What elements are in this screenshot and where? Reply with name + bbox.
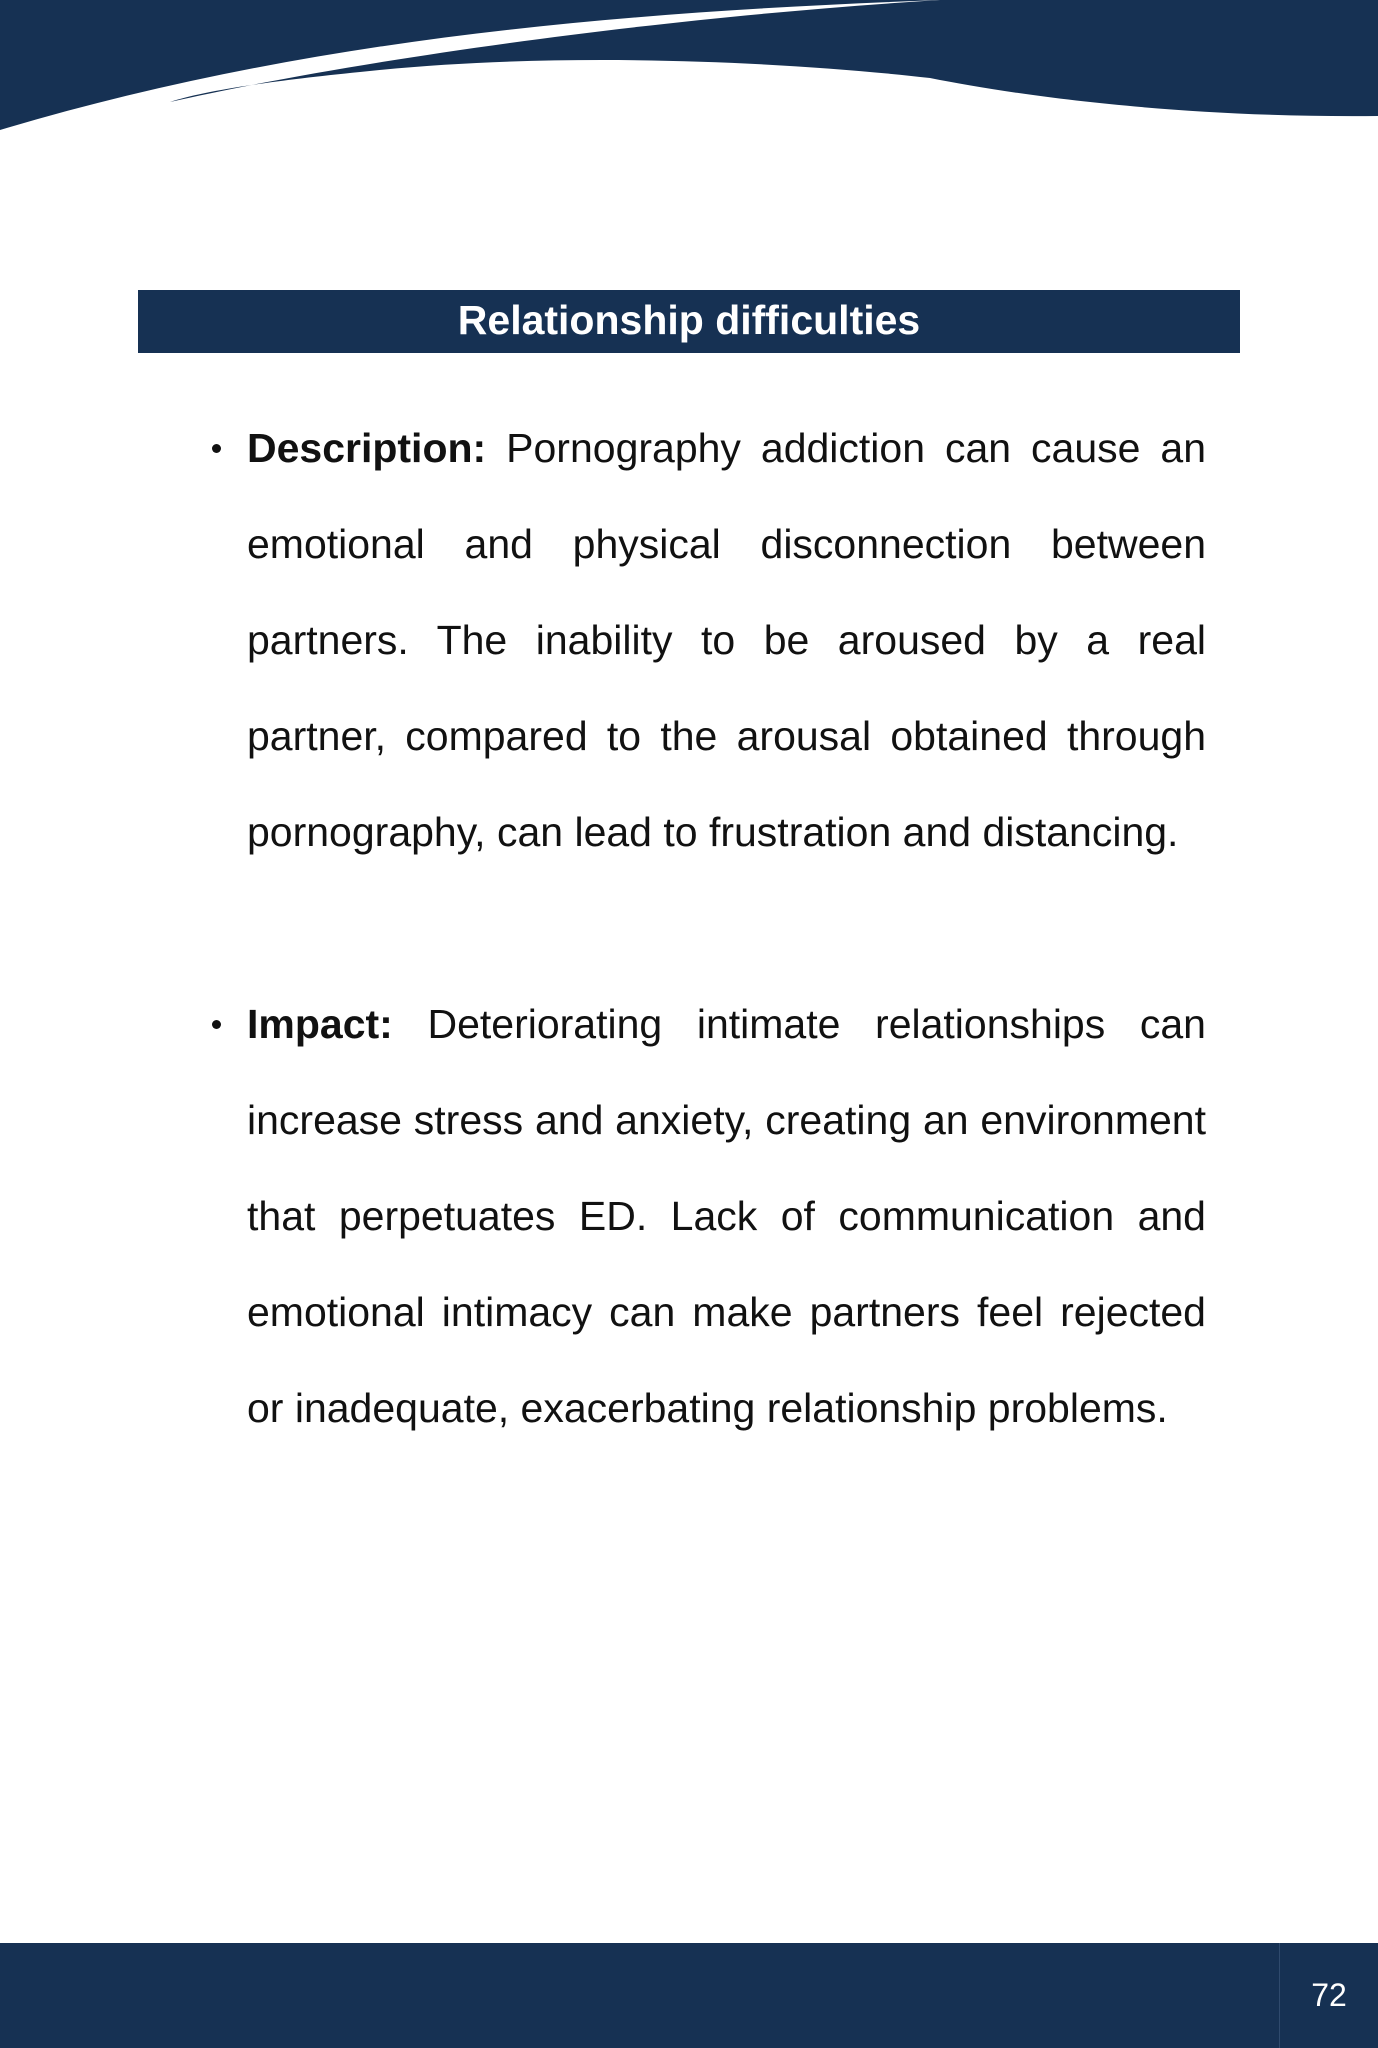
bullet-label: Impact:: [247, 1001, 393, 1047]
bullet-item-impact: [200, 976, 1206, 1456]
bullet-dot: [212, 1020, 221, 1029]
section-banner: [138, 290, 1240, 353]
bullet-item-description: [200, 400, 1206, 880]
page-number: 72: [1311, 1976, 1347, 2013]
section-title: Relationship difficulties: [457, 297, 921, 343]
bullet-list: [200, 400, 1206, 1456]
page-number-box: [1279, 1943, 1378, 2048]
bullet-dot: [212, 444, 221, 453]
bullet-label: Description:: [247, 425, 487, 471]
bullet-text: Pornography addiction can cause an emotional and physical disconnection between partners. The inability to be aroused by a real partner, compared to the arousal obtained through pornography, can lead to frustration and distancing.: [247, 425, 1206, 855]
bullet-text: Deteriorating intimate relationships can increase stress and anxiety, creating an environment that perpetuates ED. Lack of communication and emotional intimacy can make partners feel rejected or inadequate, exacerbating relationship problems.: [247, 1001, 1206, 1431]
footer-bar: [0, 1943, 1378, 2048]
header-wave-decoration: [0, 0, 1378, 140]
header-wave-shape: [0, 0, 1378, 130]
